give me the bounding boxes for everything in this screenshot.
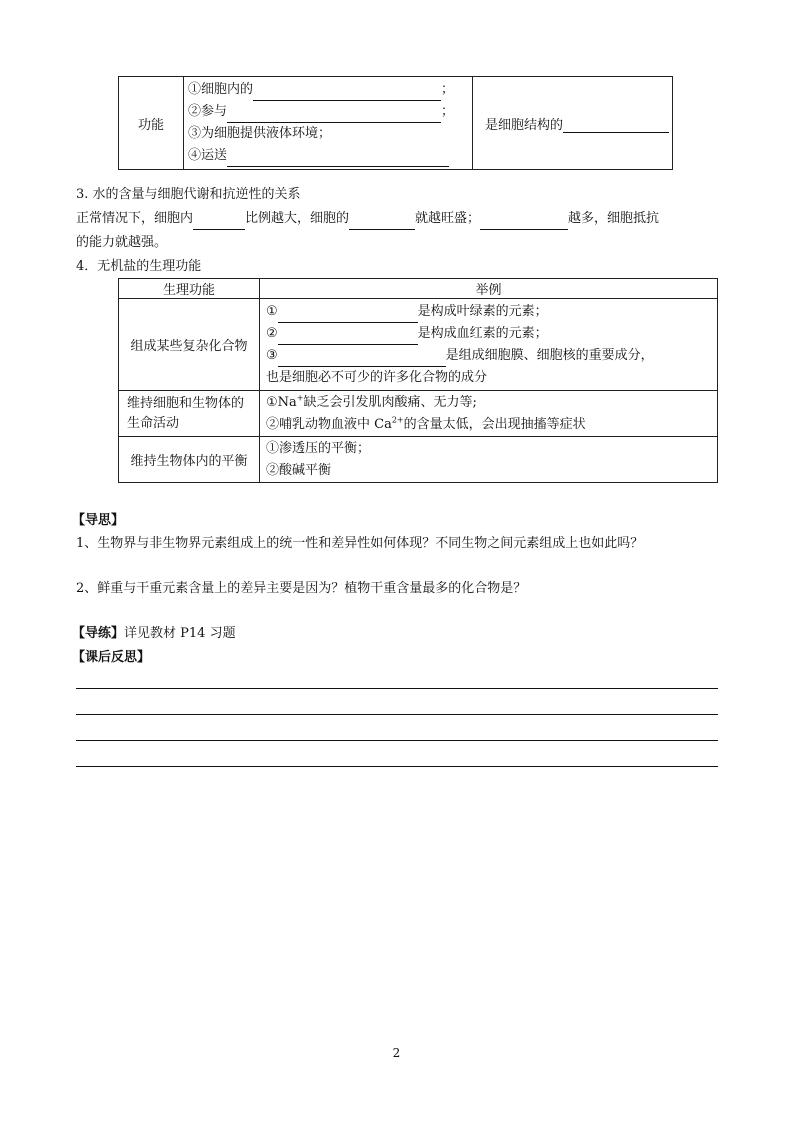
inorganic-salt-table xyxy=(118,278,718,483)
fill-blank[interactable] xyxy=(278,352,446,367)
section3-line2: 的能力就越强。 xyxy=(76,235,168,250)
function-right-cell: 是细胞结构的 xyxy=(473,77,673,170)
reflection-line-4[interactable] xyxy=(76,766,718,767)
fill-blank[interactable] xyxy=(193,215,245,230)
function-item-2: ②参与 ； xyxy=(188,101,468,123)
fill-blank[interactable] xyxy=(227,108,441,123)
fill-blank[interactable] xyxy=(349,215,415,230)
section4-heading: 4．无机盐的生理功能 xyxy=(76,259,202,274)
daolian-line: 【导练】详见教材 P14 习题 xyxy=(72,626,236,641)
row2-function: 维持细胞和生物体的 生命活动 xyxy=(119,391,260,437)
function-label: 功能 xyxy=(119,77,184,170)
reflection-line-1[interactable] xyxy=(76,688,718,689)
daosi-question-1: 1、生物界与非生物界元素组成上的统一性和差异性如何体现？不同生物之间元素组成上也如此吗？ xyxy=(76,536,644,551)
fill-blank[interactable] xyxy=(227,152,449,167)
reflection-line-3[interactable] xyxy=(76,740,718,741)
row1-function: 组成某些复杂化合物 xyxy=(119,299,260,391)
daosi-heading: 【导思】 xyxy=(72,513,125,528)
fill-blank[interactable] xyxy=(278,330,418,345)
reflection-heading: 【课后反思】 xyxy=(72,650,151,665)
row2-examples: ①Na+缺乏会引发肌肉酸痛、无力等; ②哺乳动物血液中 $Ca^{2+}$的含量太低，会出现抽搐等症状 xyxy=(260,391,718,437)
row3-function: 维持生物体内的平衡 xyxy=(119,437,260,483)
page-number: 2 xyxy=(392,1046,401,1060)
row3-examples: ①渗透压的平衡； ②酸碱平衡 xyxy=(260,437,718,483)
header-function: 生理功能 xyxy=(119,279,260,299)
function-item-3: ③为细胞提供液体环境； xyxy=(188,126,332,141)
fill-blank[interactable] xyxy=(253,86,441,101)
section3-line1: 正常情况下，细胞内 比例越大，细胞的 就越旺盛； 越多，细胞抵抗 xyxy=(76,208,659,230)
function-item-1: ①细胞内的 ； xyxy=(188,79,468,101)
function-table xyxy=(118,76,673,170)
reflection-line-2[interactable] xyxy=(76,714,718,715)
fill-blank[interactable] xyxy=(480,215,568,230)
fill-blank[interactable] xyxy=(278,308,418,323)
header-example: 举例 xyxy=(260,279,718,299)
daosi-question-2: 2、鲜重与干重元素含量上的差异主要是因为？植物干重含量最多的化合物是？ xyxy=(76,581,527,596)
row1-examples: ① 是构成叶绿素的元素； ② 是构成血红素的元素； ③ 是组成细胞膜、细胞核的重要成分， 也是细胞必不可少的许多化合物的成分 xyxy=(260,299,718,391)
function-items xyxy=(184,77,473,170)
function-item-4: ④运送 xyxy=(188,145,468,167)
fill-blank[interactable] xyxy=(563,118,669,133)
section3-heading: 3. 水的含量与细胞代谢和抗逆性的关系 xyxy=(76,187,301,202)
